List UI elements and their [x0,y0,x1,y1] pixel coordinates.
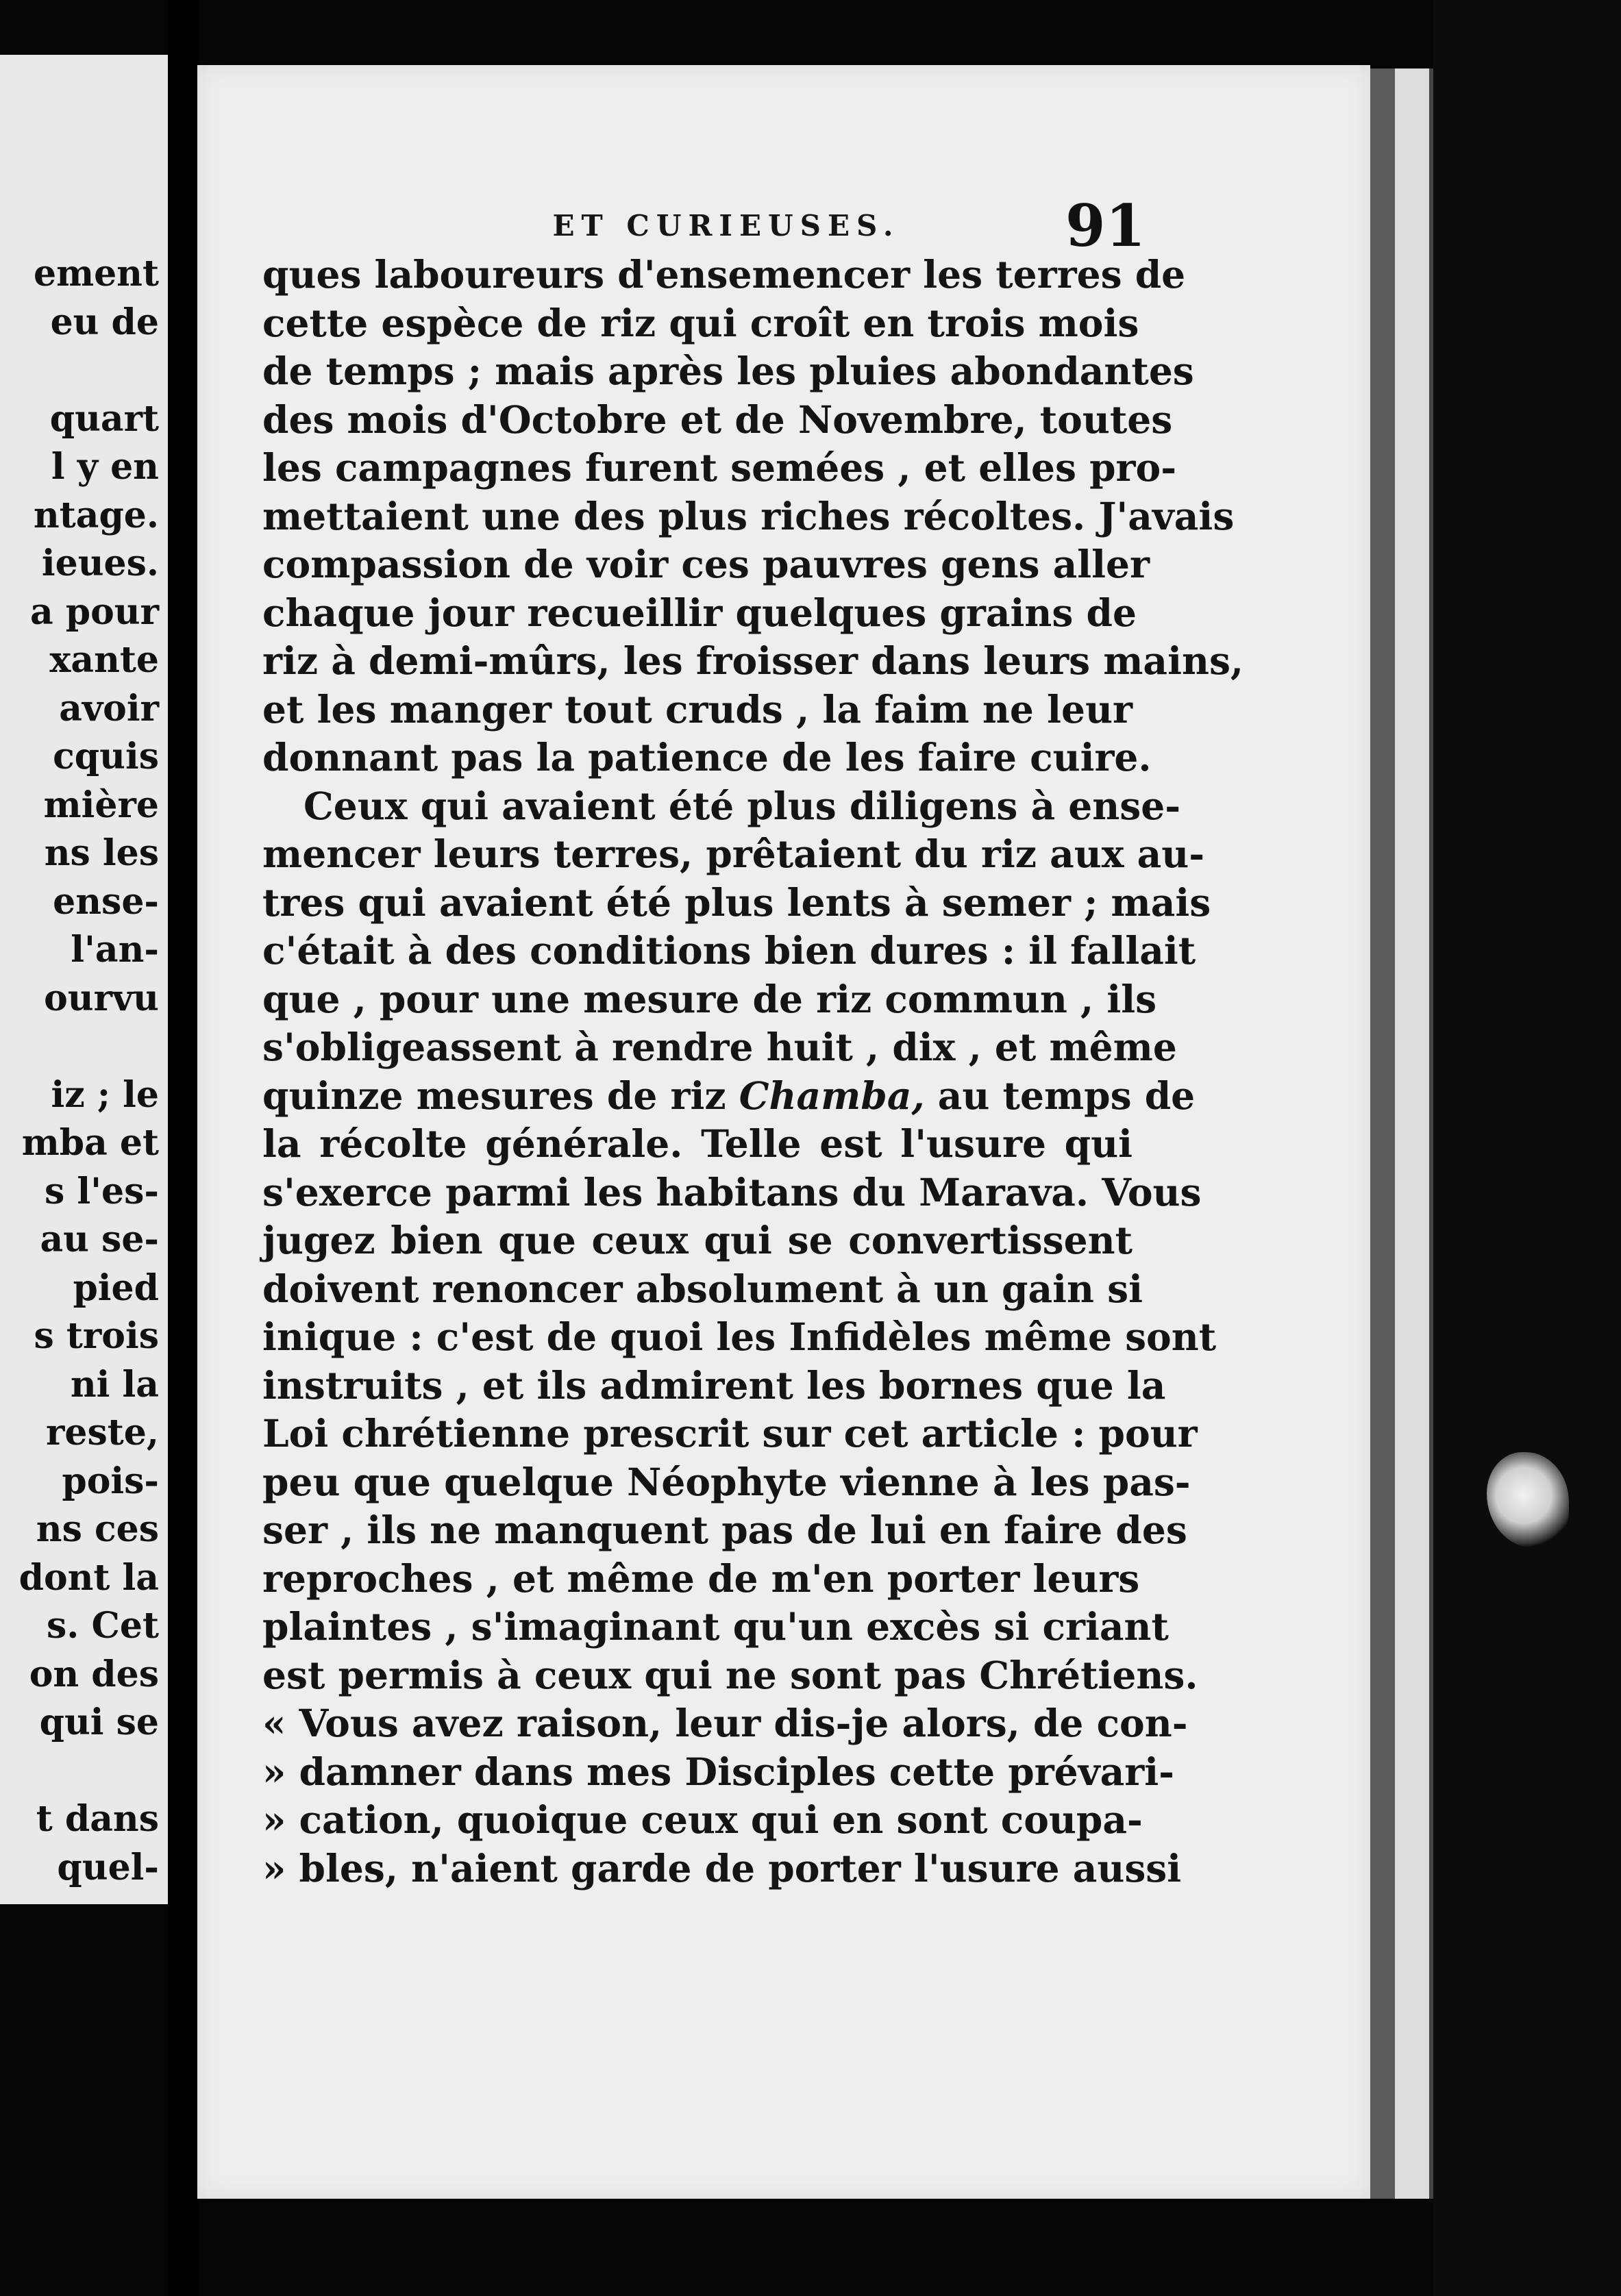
dark-background [1433,0,1621,2296]
text-line: » damner dans mes Disciples cette prévari- [262,1749,1174,1794]
text-line: mencer leurs terres, prêtaient du riz aux au- [262,832,1205,876]
text-line: s'exerce parmi les habitans du Marava. Vous [262,1169,1202,1214]
text-line: les campagnes furent semées , et elles pro- [262,445,1177,490]
text-line: jugez bien que ceux qui se convertissent [262,1218,1133,1262]
page-number: 91 [1065,192,1146,260]
left-line: ns les [44,832,159,874]
text-line: est permis à ceux qui ne sont pas Chrétiens. [262,1652,1198,1697]
text-line: que , pour une mesure de riz commun , ils [262,976,1157,1021]
text-line: des mois d'Octobre et de Novembre, toutes [262,397,1173,442]
text-line: mettaient une des plus riches récoltes. J'avais [262,493,1235,538]
text-line: ques laboureurs d'ensemencer les terres de [262,252,1186,297]
text-line: instruits , et ils admirent les bornes que la [262,1362,1166,1408]
left-line [0,1747,164,1796]
text-line: » cation, quoique ceux qui en sont coupa- [262,1797,1143,1842]
italic-term: Chamba, [739,1073,925,1118]
text-line: Loi chrétienne prescrit sur cet article : pour [262,1411,1198,1456]
text-line: c'était à des conditions bien dures : il fallait [262,928,1196,973]
text-line: chaque jour recueillir quelques grains de [262,590,1137,635]
left-line: ns ces [36,1508,159,1550]
left-line: ense- [53,880,159,923]
left-line [0,1023,164,1071]
text-line: tres qui avaient été plus lents à semer ; mais [262,879,1211,925]
left-line: cquis [53,736,159,777]
text-line: et les manger tout cruds , la faim ne leur [262,686,1133,732]
book-gutter [168,0,199,2296]
text-run: quinze mesures de riz [262,1073,726,1118]
left-line: ni la [70,1363,159,1406]
text-line: plaintes , s'imaginant qu'un excès si criant [262,1604,1169,1649]
paragraph-start-line: Ceux qui avaient été plus diligens à ense- [304,783,1181,828]
text-line: ser , ils ne manquent pas de lui en faire des [262,1508,1187,1552]
left-line: l'an- [71,929,159,971]
left-line: iz ; le [51,1073,159,1116]
text-line: » bles, n'aient garde de porter l'usure aussi [262,1845,1182,1891]
page-edge-stack [1395,68,1429,2199]
left-line: quart [49,397,159,440]
text-line: compassion de voir ces pauvres gens aller [262,542,1150,586]
left-line: ourvu [44,977,159,1019]
left-line: dont la [18,1556,159,1599]
text-line: riz à demi-mûrs, les froisser dans leurs mains, [262,638,1244,683]
text-line: s'obligeassent à rendre huit , dix , et même [262,1025,1177,1069]
text-line: doivent renoncer absolument à un gain si [262,1266,1143,1311]
left-line: avoir [59,687,159,729]
left-line: reste, [46,1412,159,1453]
left-line: on des [29,1653,159,1695]
left-line: a pour [29,590,159,633]
body-text [262,251,1244,1893]
text-line: la récolte générale. Telle est l'usure qui [262,1121,1133,1166]
left-line: ement [33,253,159,295]
left-line: xante [49,639,159,681]
left-line: pois- [62,1460,159,1502]
page-edge-shadow [1370,68,1395,2199]
text-line: reproches , et même de m'en porter leurs [262,1556,1140,1601]
text-line: de temps ; mais après les pluies abondantes [262,349,1194,393]
text-line-with-italic [262,1072,1196,1121]
left-line: s l'es- [45,1170,159,1212]
left-line: l y en [51,446,159,488]
left-line: s. Cet [47,1605,159,1647]
left-line: ntage. [33,494,159,536]
left-line: mba et [21,1122,159,1164]
text-run: au temps de [937,1073,1196,1118]
running-head: ET CURIEUSES. [552,209,900,242]
left-line: ieues. [41,542,159,584]
left-line: eu de [50,301,159,343]
text-line: inique : c'est de quoi les Infidèles même sont [262,1314,1217,1359]
text-line: donnant pas la patience de les faire cuire. [262,735,1152,779]
left-line: pied [73,1266,159,1309]
left-line: t dans [36,1798,159,1840]
left-page-text [0,250,164,1892]
left-line: quel- [57,1846,159,1888]
left-line: s trois [34,1315,159,1357]
left-line [0,347,164,395]
left-line: au se- [40,1219,159,1260]
left-line: qui se [39,1701,159,1743]
left-facing-page [0,55,170,1904]
left-line: mière [43,784,159,826]
text-line: « Vous avez raison, leur dis-je alors, de con- [262,1701,1188,1745]
text-line: peu que quelque Néophyte vienne à les pas- [262,1459,1191,1504]
text-line: cette espèce de riz qui croît en trois mois [262,300,1139,345]
